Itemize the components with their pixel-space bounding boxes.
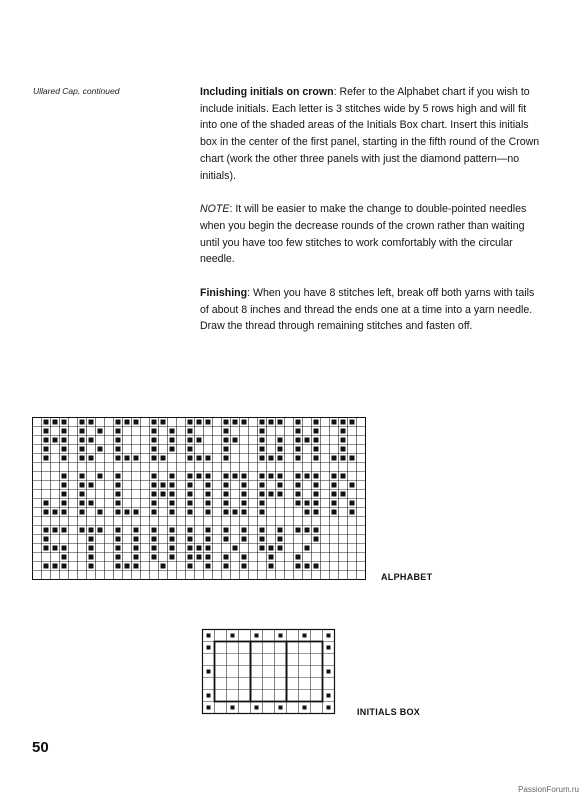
stitch-mark	[260, 528, 265, 533]
stitch-mark	[44, 438, 49, 443]
stitch-mark	[188, 501, 193, 506]
stitch-mark	[255, 634, 259, 638]
stitch-mark	[170, 474, 175, 479]
stitch-mark	[98, 447, 103, 452]
instructions-text	[200, 84, 540, 352]
stitch-mark	[170, 447, 175, 452]
stitch-mark	[206, 492, 211, 497]
stitch-mark	[278, 456, 283, 461]
stitch-mark	[314, 456, 319, 461]
stitch-mark	[152, 447, 157, 452]
stitch-mark	[296, 528, 301, 533]
stitch-mark	[134, 528, 139, 533]
stitch-mark	[53, 564, 58, 569]
stitch-mark	[188, 456, 193, 461]
note-label: NOTE	[200, 203, 230, 216]
stitch-mark	[341, 492, 346, 497]
stitch-mark	[350, 501, 355, 506]
stitch-mark	[269, 456, 274, 461]
stitch-mark	[260, 429, 265, 434]
stitch-mark	[305, 564, 310, 569]
stitch-mark	[260, 456, 265, 461]
stitch-mark	[350, 483, 355, 488]
stitch-mark	[341, 438, 346, 443]
stitch-mark	[98, 474, 103, 479]
stitch-mark	[314, 474, 319, 479]
stitch-mark	[303, 634, 307, 638]
stitch-mark	[80, 438, 85, 443]
stitch-mark	[296, 420, 301, 425]
stitch-mark	[152, 510, 157, 515]
stitch-mark	[233, 474, 238, 479]
stitch-mark	[116, 510, 121, 515]
stitch-mark	[98, 528, 103, 533]
stitch-mark	[62, 564, 67, 569]
stitch-mark	[62, 447, 67, 452]
stitch-mark	[161, 420, 166, 425]
stitch-mark	[125, 564, 130, 569]
stitch-mark	[207, 694, 211, 698]
stitch-mark	[260, 492, 265, 497]
stitch-mark	[53, 510, 58, 515]
stitch-mark	[188, 510, 193, 515]
stitch-mark	[305, 501, 310, 506]
stitch-mark	[44, 510, 49, 515]
stitch-mark	[224, 483, 229, 488]
stitch-mark	[233, 438, 238, 443]
stitch-mark	[224, 492, 229, 497]
stitch-mark	[242, 564, 247, 569]
stitch-mark	[53, 438, 58, 443]
stitch-mark	[314, 564, 319, 569]
stitch-mark	[327, 646, 331, 650]
stitch-mark	[314, 420, 319, 425]
stitch-mark	[242, 420, 247, 425]
stitch-mark	[224, 438, 229, 443]
stitch-mark	[314, 429, 319, 434]
stitch-mark	[62, 429, 67, 434]
stitch-mark	[89, 501, 94, 506]
stitch-mark	[260, 447, 265, 452]
stitch-mark	[224, 501, 229, 506]
stitch-mark	[62, 555, 67, 560]
stitch-mark	[152, 501, 157, 506]
stitch-mark	[332, 474, 337, 479]
stitch-mark	[305, 474, 310, 479]
stitch-mark	[80, 420, 85, 425]
stitch-mark	[134, 420, 139, 425]
stitch-mark	[305, 438, 310, 443]
stitch-mark	[242, 537, 247, 542]
initials-box-grid	[201, 628, 346, 718]
stitch-mark	[278, 438, 283, 443]
stitch-mark	[44, 528, 49, 533]
stitch-mark	[233, 420, 238, 425]
stitch-mark	[62, 528, 67, 533]
paragraph-note	[200, 201, 540, 268]
stitch-mark	[350, 510, 355, 515]
stitch-mark	[305, 546, 310, 551]
stitch-mark	[296, 438, 301, 443]
stitch-mark	[44, 564, 49, 569]
stitch-mark	[188, 420, 193, 425]
stitch-mark	[116, 501, 121, 506]
stitch-mark	[188, 555, 193, 560]
stitch-mark	[296, 501, 301, 506]
stitch-mark	[269, 564, 274, 569]
stitch-mark	[206, 555, 211, 560]
stitch-mark	[188, 546, 193, 551]
stitch-mark	[269, 420, 274, 425]
initials-box-chart	[201, 628, 346, 718]
stitch-mark	[206, 474, 211, 479]
stitch-mark	[224, 555, 229, 560]
stitch-mark	[296, 429, 301, 434]
stitch-mark	[279, 706, 283, 710]
stitch-mark	[341, 456, 346, 461]
stitch-mark	[80, 429, 85, 434]
stitch-mark	[80, 492, 85, 497]
stitch-mark	[44, 456, 49, 461]
stitch-mark	[80, 510, 85, 515]
stitch-mark	[242, 528, 247, 533]
stitch-mark	[260, 501, 265, 506]
stitch-mark	[296, 555, 301, 560]
stitch-mark	[62, 501, 67, 506]
stitch-mark	[134, 537, 139, 542]
stitch-mark	[314, 438, 319, 443]
stitch-mark	[98, 510, 103, 515]
stitch-mark	[188, 528, 193, 533]
stitch-mark	[62, 546, 67, 551]
alphabet-chart	[32, 417, 372, 580]
stitch-mark	[188, 564, 193, 569]
stitch-mark	[116, 474, 121, 479]
stitch-mark	[206, 501, 211, 506]
stitch-mark	[278, 537, 283, 542]
stitch-mark	[53, 420, 58, 425]
stitch-mark	[197, 456, 202, 461]
stitch-mark	[134, 555, 139, 560]
stitch-mark	[89, 483, 94, 488]
stitch-mark	[206, 456, 211, 461]
stitch-mark	[116, 537, 121, 542]
stitch-mark	[170, 510, 175, 515]
stitch-mark	[224, 528, 229, 533]
stitch-mark	[224, 564, 229, 569]
paragraph-finishing	[200, 285, 540, 335]
stitch-mark	[152, 537, 157, 542]
stitch-mark	[170, 492, 175, 497]
stitch-mark	[341, 429, 346, 434]
stitch-mark	[296, 474, 301, 479]
stitch-mark	[188, 429, 193, 434]
stitch-mark	[278, 447, 283, 452]
stitch-mark	[152, 474, 157, 479]
stitch-mark	[242, 492, 247, 497]
stitch-mark	[44, 447, 49, 452]
stitch-mark	[269, 546, 274, 551]
stitch-mark	[89, 564, 94, 569]
stitch-mark	[255, 706, 259, 710]
stitch-mark	[116, 420, 121, 425]
stitch-mark	[314, 447, 319, 452]
stitch-mark	[188, 492, 193, 497]
initials-heading: Including initials on crown	[200, 86, 334, 98]
stitch-mark	[224, 456, 229, 461]
stitch-mark	[161, 456, 166, 461]
initials-body: : Refer to the Alphabet chart if you wish to include initials. Each letter is 3 stitches wide by 5 rows high and will fit into one of the shaded areas of the Initials Box chart. Insert this initials box in the center of the first panel, starting in the fifth round of the Crown chart (work the other three panels with just the diamond pattern—no initials).	[200, 86, 540, 182]
stitch-mark	[116, 555, 121, 560]
stitch-mark	[242, 501, 247, 506]
stitch-mark	[242, 555, 247, 560]
stitch-mark	[197, 474, 202, 479]
stitch-mark	[207, 670, 211, 674]
stitch-mark	[242, 483, 247, 488]
stitch-mark	[89, 537, 94, 542]
stitch-mark	[207, 646, 211, 650]
stitch-mark	[170, 429, 175, 434]
stitch-mark	[152, 438, 157, 443]
stitch-mark	[161, 483, 166, 488]
stitch-mark	[80, 456, 85, 461]
finishing-heading: Finishing	[200, 287, 248, 300]
stitch-mark	[278, 528, 283, 533]
stitch-mark	[53, 528, 58, 533]
stitch-mark	[314, 537, 319, 542]
stitch-mark	[314, 483, 319, 488]
stitch-mark	[260, 537, 265, 542]
stitch-mark	[62, 510, 67, 515]
stitch-mark	[341, 447, 346, 452]
stitch-mark	[170, 501, 175, 506]
stitch-mark	[327, 634, 331, 638]
stitch-mark	[303, 706, 307, 710]
stitch-mark	[152, 492, 157, 497]
stitch-mark	[44, 429, 49, 434]
stitch-mark	[269, 555, 274, 560]
stitch-mark	[278, 483, 283, 488]
stitch-mark	[125, 420, 130, 425]
stitch-mark	[152, 429, 157, 434]
stitch-mark	[278, 420, 283, 425]
stitch-mark	[314, 528, 319, 533]
stitch-mark	[224, 420, 229, 425]
stitch-mark	[278, 492, 283, 497]
stitch-mark	[224, 510, 229, 515]
stitch-mark	[206, 528, 211, 533]
stitch-mark	[134, 564, 139, 569]
stitch-mark	[305, 528, 310, 533]
stitch-mark	[89, 456, 94, 461]
stitch-mark	[80, 528, 85, 533]
stitch-mark	[44, 501, 49, 506]
stitch-mark	[80, 447, 85, 452]
stitch-mark	[170, 483, 175, 488]
stitch-mark	[278, 474, 283, 479]
stitch-mark	[152, 546, 157, 551]
stitch-mark	[170, 528, 175, 533]
alphabet-caption: ALPHABET	[381, 572, 433, 582]
stitch-mark	[314, 492, 319, 497]
running-head: Ullared Cap, continued	[33, 86, 120, 96]
stitch-mark	[197, 546, 202, 551]
stitch-mark	[341, 474, 346, 479]
stitch-mark	[62, 456, 67, 461]
stitch-mark	[44, 537, 49, 542]
stitch-mark	[224, 474, 229, 479]
stitch-mark	[314, 501, 319, 506]
stitch-mark	[188, 537, 193, 542]
stitch-mark	[197, 420, 202, 425]
page-number: 50	[32, 739, 49, 756]
stitch-mark	[134, 456, 139, 461]
stitch-mark	[89, 528, 94, 533]
stitch-mark	[350, 456, 355, 461]
stitch-mark	[260, 510, 265, 515]
stitch-mark	[332, 420, 337, 425]
stitch-mark	[233, 546, 238, 551]
stitch-mark	[53, 546, 58, 551]
stitch-mark	[62, 438, 67, 443]
stitch-mark	[332, 483, 337, 488]
stitch-mark	[116, 447, 121, 452]
stitch-mark	[314, 510, 319, 515]
stitch-mark	[44, 420, 49, 425]
stitch-mark	[152, 456, 157, 461]
stitch-mark	[207, 634, 211, 638]
stitch-mark	[161, 564, 166, 569]
stitch-mark	[116, 528, 121, 533]
stitch-mark	[62, 492, 67, 497]
stitch-mark	[279, 634, 283, 638]
note-body: : It will be easier to make the change to double-pointed needles when you begin the decrease rounds of the crown rather than waiting until you have too few stitches to work comfortably with the circular needle.	[200, 203, 527, 266]
stitch-mark	[80, 501, 85, 506]
stitch-mark	[305, 510, 310, 515]
stitch-mark	[116, 492, 121, 497]
stitch-mark	[125, 510, 130, 515]
stitch-mark	[62, 474, 67, 479]
stitch-mark	[242, 474, 247, 479]
stitch-mark	[206, 510, 211, 515]
stitch-mark	[260, 483, 265, 488]
stitch-mark	[332, 501, 337, 506]
stitch-mark	[206, 420, 211, 425]
stitch-mark	[231, 634, 235, 638]
stitch-mark	[44, 546, 49, 551]
stitch-mark	[341, 420, 346, 425]
stitch-mark	[327, 706, 331, 710]
stitch-mark	[207, 706, 211, 710]
stitch-mark	[116, 438, 121, 443]
stitch-mark	[62, 420, 67, 425]
stitch-mark	[89, 420, 94, 425]
stitch-mark	[206, 546, 211, 551]
stitch-mark	[269, 492, 274, 497]
stitch-mark	[161, 492, 166, 497]
stitch-mark	[152, 420, 157, 425]
stitch-mark	[188, 447, 193, 452]
finishing-body: : When you have 8 stitches left, break off both yarns with tails of about 8 inches and thread the ends one at a time into a yarn needle. Draw the thread through remaining stitches and fasten off.	[200, 287, 535, 333]
stitch-mark	[188, 438, 193, 443]
stitch-mark	[152, 483, 157, 488]
stitch-mark	[206, 537, 211, 542]
stitch-mark	[116, 429, 121, 434]
alphabet-grid	[32, 417, 372, 580]
stitch-mark	[350, 420, 355, 425]
stitch-mark	[134, 546, 139, 551]
stitch-mark	[170, 555, 175, 560]
stitch-mark	[296, 447, 301, 452]
stitch-mark	[278, 546, 283, 551]
stitch-mark	[332, 510, 337, 515]
stitch-mark	[170, 546, 175, 551]
stitch-mark	[327, 670, 331, 674]
stitch-mark	[197, 555, 202, 560]
stitch-mark	[224, 447, 229, 452]
stitch-mark	[260, 438, 265, 443]
stitch-mark	[80, 474, 85, 479]
stitch-mark	[62, 483, 67, 488]
stitch-mark	[89, 555, 94, 560]
stitch-mark	[224, 537, 229, 542]
stitch-mark	[260, 420, 265, 425]
stitch-mark	[260, 546, 265, 551]
stitch-mark	[89, 546, 94, 551]
stitch-mark	[80, 483, 85, 488]
stitch-mark	[116, 546, 121, 551]
stitch-mark	[116, 456, 121, 461]
stitch-mark	[242, 510, 247, 515]
stitch-mark	[231, 706, 235, 710]
stitch-mark	[125, 456, 130, 461]
stitch-mark	[269, 474, 274, 479]
stitch-mark	[116, 564, 121, 569]
stitch-mark	[197, 438, 202, 443]
stitch-mark	[89, 438, 94, 443]
stitch-mark	[206, 564, 211, 569]
stitch-mark	[116, 483, 121, 488]
initials-box-caption: INITIALS BOX	[357, 707, 421, 717]
stitch-mark	[296, 492, 301, 497]
stitch-mark	[98, 429, 103, 434]
watermark: PassionForum.ru	[518, 785, 579, 794]
stitch-mark	[332, 456, 337, 461]
stitch-mark	[327, 694, 331, 698]
stitch-mark	[332, 492, 337, 497]
stitch-mark	[296, 564, 301, 569]
stitch-mark	[170, 438, 175, 443]
stitch-mark	[296, 483, 301, 488]
stitch-mark	[188, 483, 193, 488]
stitch-mark	[170, 537, 175, 542]
paragraph-initials	[200, 84, 540, 184]
stitch-mark	[260, 474, 265, 479]
stitch-mark	[233, 510, 238, 515]
stitch-mark	[152, 528, 157, 533]
stitch-mark	[188, 474, 193, 479]
stitch-mark	[206, 483, 211, 488]
stitch-mark	[296, 456, 301, 461]
stitch-mark	[152, 555, 157, 560]
stitch-mark	[134, 510, 139, 515]
stitch-mark	[224, 429, 229, 434]
